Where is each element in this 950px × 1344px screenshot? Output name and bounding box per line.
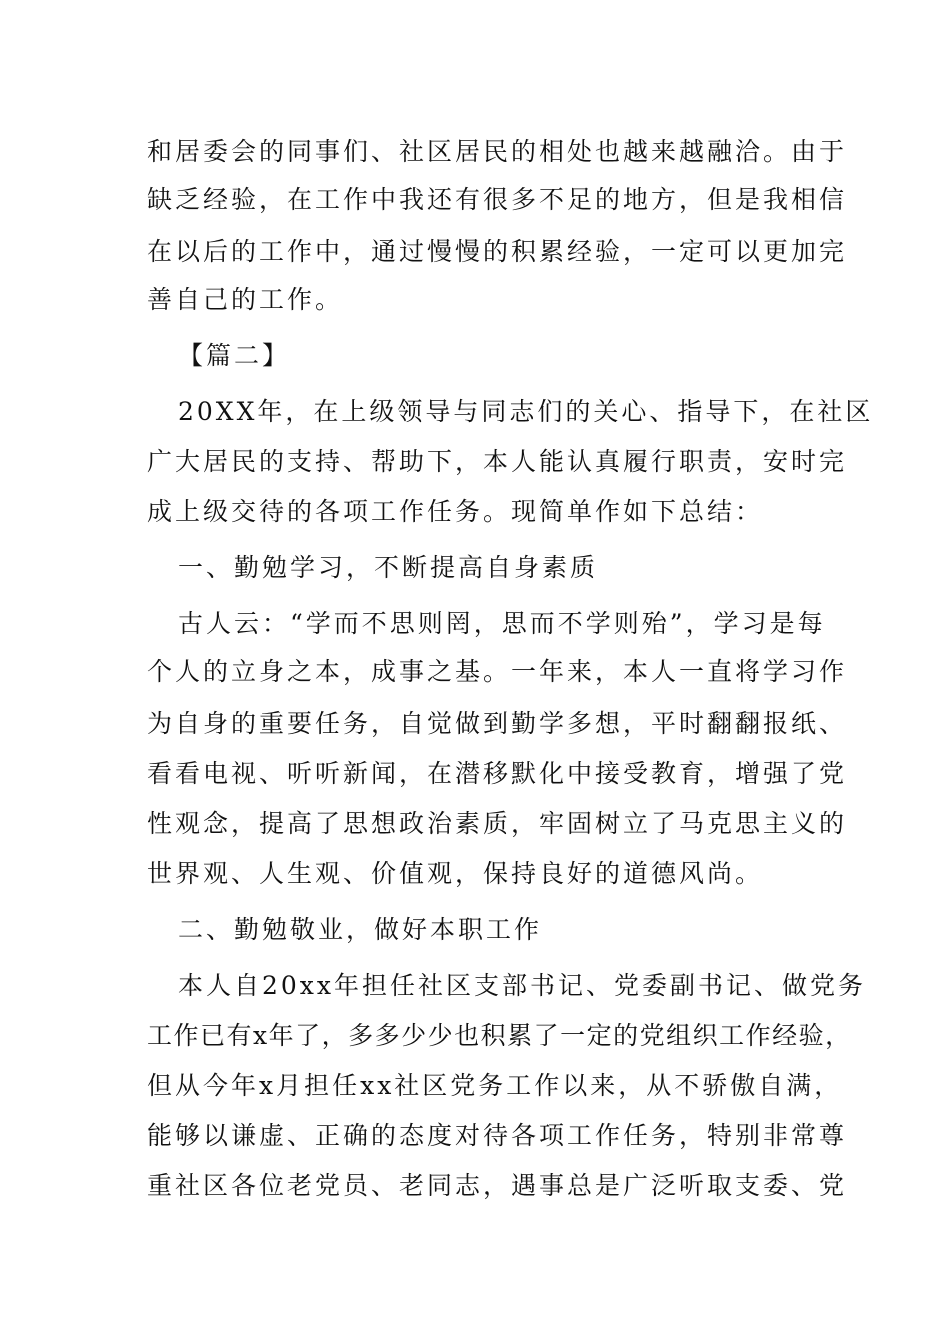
paragraph-line-11: 看看电视、听听新闻，在潜移默化中接受教育，增强了党 bbox=[147, 759, 848, 788]
paragraph-line-12: 性观念，提高了思想政治素质，牢固树立了马克思主义的 bbox=[147, 809, 848, 838]
paragraph-line-5: 20XX年，在上级领导与同志们的关心、指导下，在社区 bbox=[178, 397, 874, 426]
subheading-dedication: 二、勤勉敬业，做好本职工作 bbox=[178, 915, 543, 944]
paragraph-line-4: 善自己的工作。 bbox=[147, 285, 344, 314]
paragraph-line-9: 个人的立身之本，成事之基。一年来，本人一直将学习作 bbox=[147, 657, 848, 686]
paragraph-line-8: 古人云：“学而不思则罔，思而不学则殆”，学习是每 bbox=[178, 609, 826, 638]
paragraph-line-7: 成上级交待的各项工作任务。现简单作如下总结： bbox=[147, 497, 764, 526]
paragraph-line-1: 和居委会的同事们、社区居民的相处也越来越融洽。由于 bbox=[147, 137, 848, 166]
paragraph-line-2: 缺乏经验，在工作中我还有很多不足的地方，但是我相信 bbox=[147, 185, 848, 214]
paragraph-line-17: 能够以谦虚、正确的态度对待各项工作任务，特别非常尊 bbox=[147, 1121, 848, 1150]
paragraph-line-6: 广大居民的支持、帮助下，本人能认真履行职责，安时完 bbox=[147, 447, 848, 476]
paragraph-line-18: 重社区各位老党员、老同志，遇事总是广泛听取支委、党 bbox=[147, 1171, 848, 1200]
paragraph-line-14: 本人自20xx年担任社区支部书记、党委副书记、做党务 bbox=[178, 971, 867, 1000]
paragraph-line-15: 工作已有x年了，多多少少也积累了一定的党组织工作经验， bbox=[147, 1021, 852, 1050]
paragraph-line-16: 但从今年x月担任xx社区党务工作以来，从不骄傲自满， bbox=[147, 1071, 843, 1100]
subheading-study: 一、勤勉学习，不断提高自身素质 bbox=[178, 553, 599, 582]
paragraph-line-3: 在以后的工作中，通过慢慢的积累经验，一定可以更加完 bbox=[147, 237, 848, 266]
paragraph-line-13: 世界观、人生观、价值观，保持良好的道德风尚。 bbox=[147, 859, 764, 888]
paragraph-line-10: 为自身的重要任务，自觉做到勤学多想，平时翻翻报纸、 bbox=[147, 709, 848, 738]
section-heading-part-two: 【篇二】 bbox=[178, 341, 291, 370]
